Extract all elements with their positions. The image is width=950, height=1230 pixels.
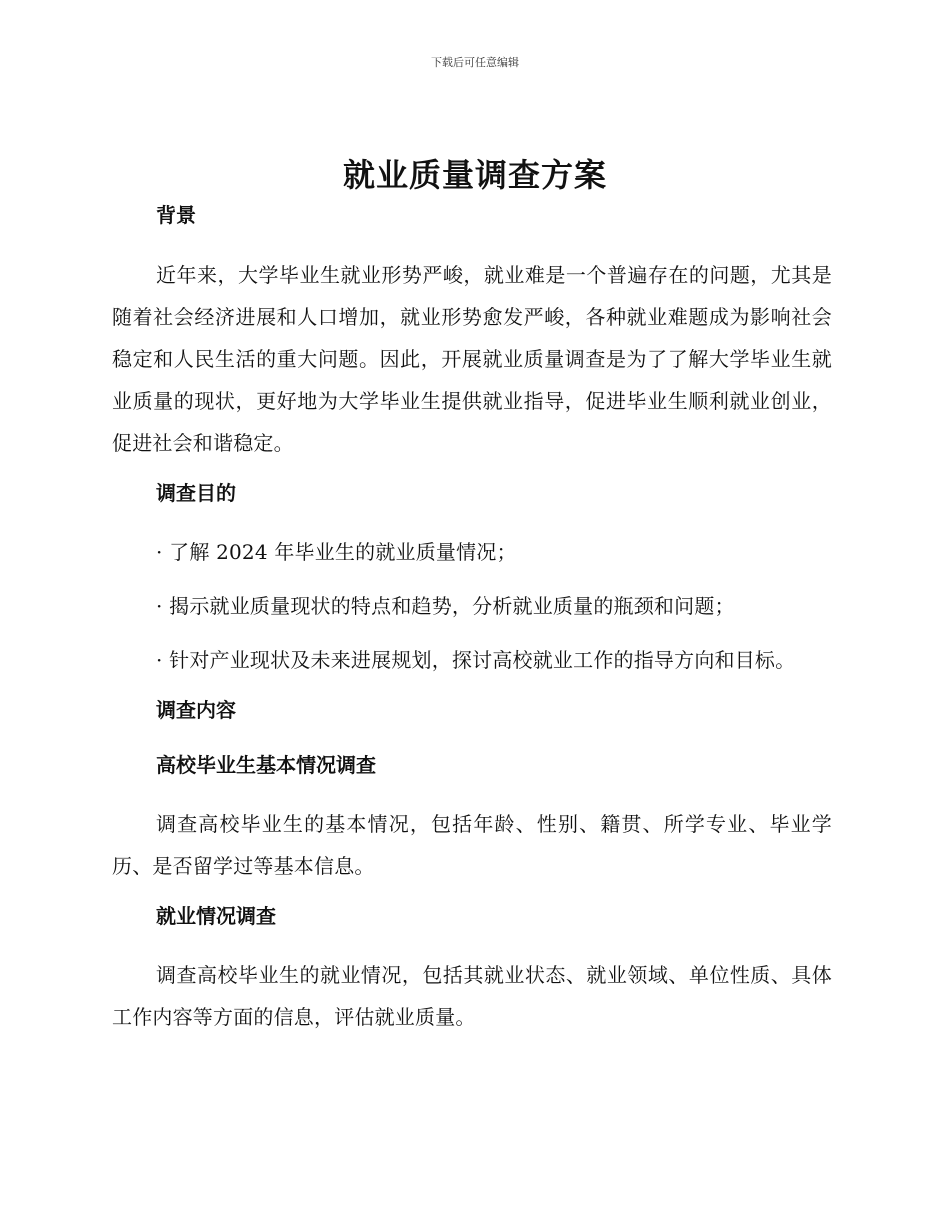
section-heading-background: 背景 [156, 203, 196, 227]
subsection-heading-basic: 高校毕业生基本情况调查 [156, 753, 376, 777]
document-body [112, 198, 832, 1050]
header-note: 下载后可任意编辑 [431, 56, 519, 69]
purpose-item: · 了解 2024 年毕业生的就业质量情况； [156, 540, 517, 564]
section-heading-purpose: 调查目的 [156, 481, 236, 505]
background-paragraph: 近年来，大学毕业生就业形势严峻，就业难是一个普遍存在的问题，尤其是随着社会经济进展和人口增加，就业形势愈发严峻，各种就业难题成为影响社会稳定和人民生活的重大问题。因此，开展就业质量调查是为了了解大学毕业生就业质量的现状，更好地为大学毕业生提供就业指导，促进毕业生顺利就业创业，促进社会和谐稳定。 [112, 263, 832, 455]
document-title: 就业质量调查方案 [342, 156, 607, 194]
section-heading-content: 调查内容 [156, 698, 236, 722]
basic-paragraph: 调查高校毕业生的基本情况，包括年龄、性别、籍贯、所学专业、毕业学历、是否留学过等基本信息。 [112, 812, 832, 878]
purpose-item: · 揭示就业质量现状的特点和趋势，分析就业质量的瓶颈和问题； [156, 594, 735, 618]
employment-paragraph: 调查高校毕业生的就业情况，包括其就业状态、就业领域、单位性质、具体工作内容等方面的信息，评估就业质量。 [112, 963, 832, 1029]
subsection-heading-employment: 就业情况调查 [156, 904, 276, 928]
purpose-item: · 针对产业现状及未来进展规划，探讨高校就业工作的指导方向和目标。 [156, 648, 796, 672]
